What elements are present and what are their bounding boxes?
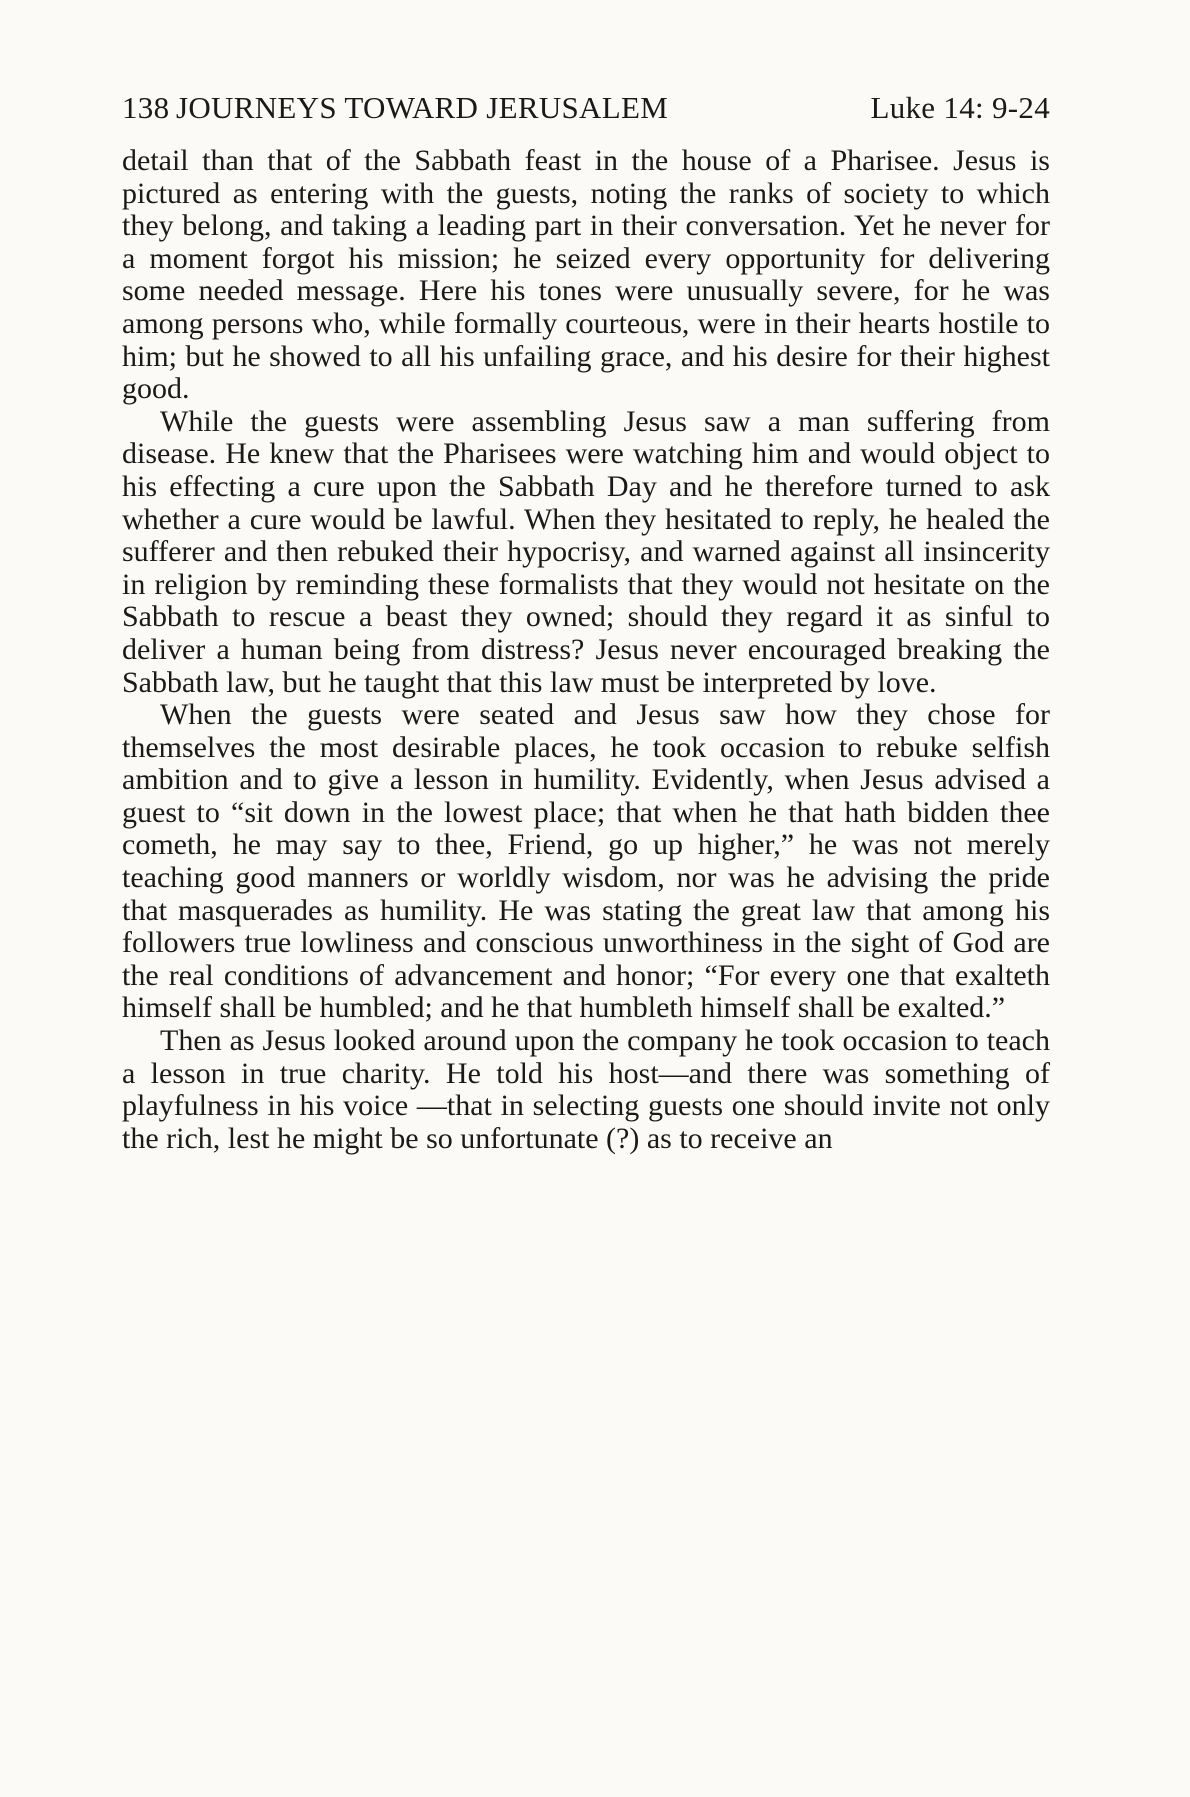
paragraph-1: detail than that of the Sabbath feast in the house of a Pharisee. Jesus is pictured as entering with the guests, noting the ranks of society to which they belong, and taking a leading part in their conversation. Yet he never for a moment forgot his mission; he seized every opportunity for delivering some needed message. Here his tones were unusually severe, for he was among persons who, while formally courteous, were in their hearts hostile to him; but he showed to all his unfailing grace, and his desire for their highest good. xyxy=(122,144,1050,406)
paragraph-4: Then as Jesus looked around upon the company he took occasion to teach a lesson in true charity. He told his host—and there was something of playfulness in his voice —that in selecting guests one should invite not only the rich, lest he might be so unfortunate (?) as to receive an xyxy=(122,1024,1050,1155)
paragraph-3: When the guests were seated and Jesus saw how they chose for themselves the most desirable places, he took occasion to rebuke selfish ambition and to give a lesson in humility. Evidently, when Jesus advised a guest to “sit down in the lowest place; that when he that hath bidden thee cometh, he may say to thee, Friend, go up higher,” he was not merely teaching good manners or worldly wisdom, nor was he advising the pride that masquerades as humility. He was stating the great law that among his followers true lowliness and conscious unworthiness in the sight of God are the real conditions of advancement and honor; “For every one that exalteth himself shall be humbled; and he that humbleth himself shall be exalted.” xyxy=(122,698,1050,1025)
book-page xyxy=(122,0,1050,1797)
scripture-reference: Luke 14: 9-24 xyxy=(870,90,1050,125)
running-head-title: JOURNEYS TOWARD JERUSALEM xyxy=(176,90,669,125)
body-text xyxy=(122,145,1050,1155)
running-head xyxy=(122,86,1050,130)
page-number: 138 xyxy=(122,90,170,125)
paragraph-2: While the guests were assembling Jesus saw a man suffering from disease. He knew that the Pharisees were watching him and would object to his effecting a cure upon the Sabbath Day and he therefore turned to ask whether a cure would be lawful. When they hesitated to reply, he healed the sufferer and then rebuked their hypocrisy, and warned against all insincerity in religion by reminding these formalists that they would not hesitate on the Sabbath to rescue a beast they owned; should they regard it as sinful to deliver a human being from distress? Jesus never encouraged breaking the Sabbath law, but he taught that this law must be interpreted by love. xyxy=(122,404,1050,699)
